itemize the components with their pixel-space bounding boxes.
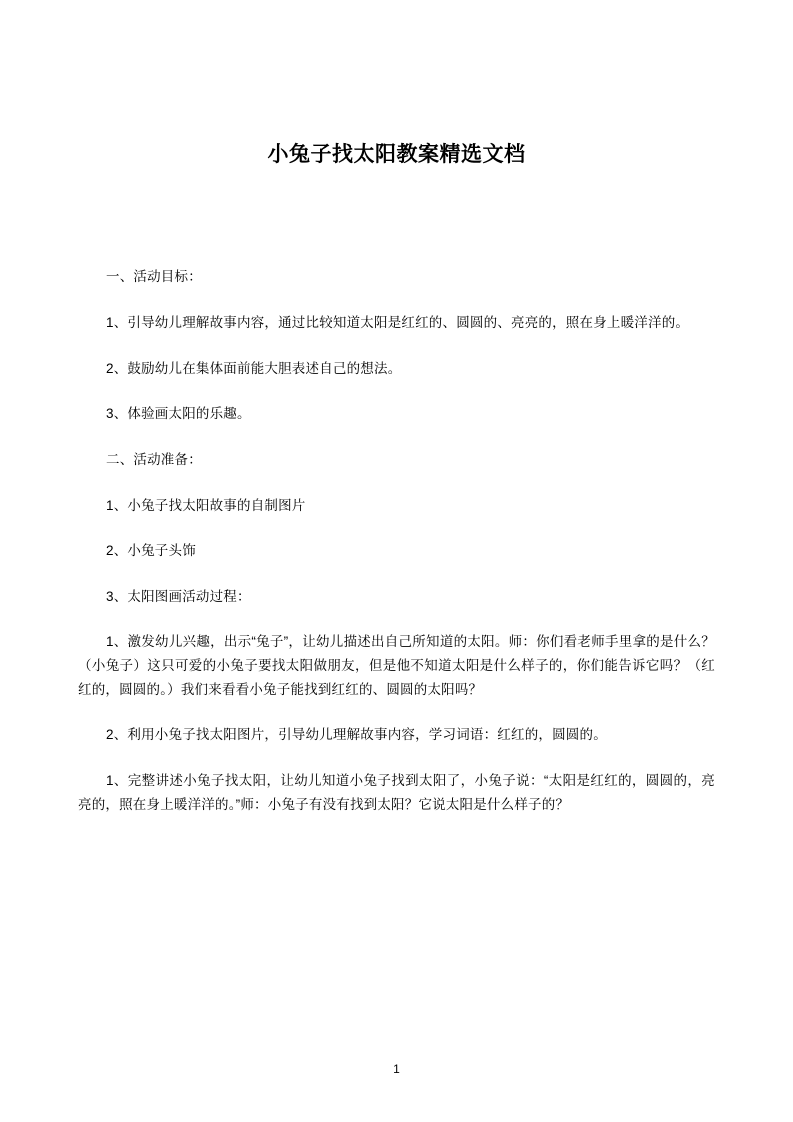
paragraph-prep-heading: 二、活动准备： — [106, 451, 202, 467]
paragraph-prep-1: 1、小兔子找太阳故事的自制图片 — [106, 497, 306, 513]
paragraph-goal-3: 3、体验画太阳的乐趣。 — [106, 406, 251, 422]
paragraph-prep-2: 2、小兔子头饰 — [106, 543, 196, 559]
page-number: 1 — [393, 1062, 400, 1076]
paragraph-process-2: 2、利用小兔子找太阳图片，引导幼儿理解故事内容，学习词语：红红的，圆圆的。 — [106, 727, 607, 743]
paragraph-goal-1: 1、引导幼儿理解故事内容，通过比较知道太阳是红红的、圆圆的、亮亮的，照在身上暖洋洋的。 — [106, 315, 690, 331]
paragraph-goals-heading: 一、活动目标： — [106, 269, 202, 285]
paragraph-goal-2: 2、鼓励幼儿在集体面前能大胆表述自己的想法。 — [106, 360, 402, 376]
paragraph-process-1: 1、激发幼儿兴趣，出示“兔子”，让幼儿描述出自己所知道的太阳。师：你们看老师手里拿的是什么？（小兔子）这只可爱的小兔子要找太阳做朋友，但是他不知道太阳是什么样子的，你们能告诉它吗？（红红的，圆圆的。）我们来看看小兔子能找到红红的、圆圆的太阳吗？ — [78, 634, 715, 697]
page-title: 小兔子找太阳教案精选文档 — [267, 143, 526, 166]
paragraph-process-3: 1、完整讲述小兔子找太阳，让幼儿知道小兔子找到太阳了，小兔子说：“太阳是红红的，圆圆的，亮亮的，照在身上暖洋洋的。”师：小兔子有没有找到太阳？它说太阳是什么样子的？ — [78, 772, 715, 812]
paragraph-prep-3: 3、太阳图画活动过程： — [106, 588, 251, 604]
document-body — [78, 265, 715, 816]
